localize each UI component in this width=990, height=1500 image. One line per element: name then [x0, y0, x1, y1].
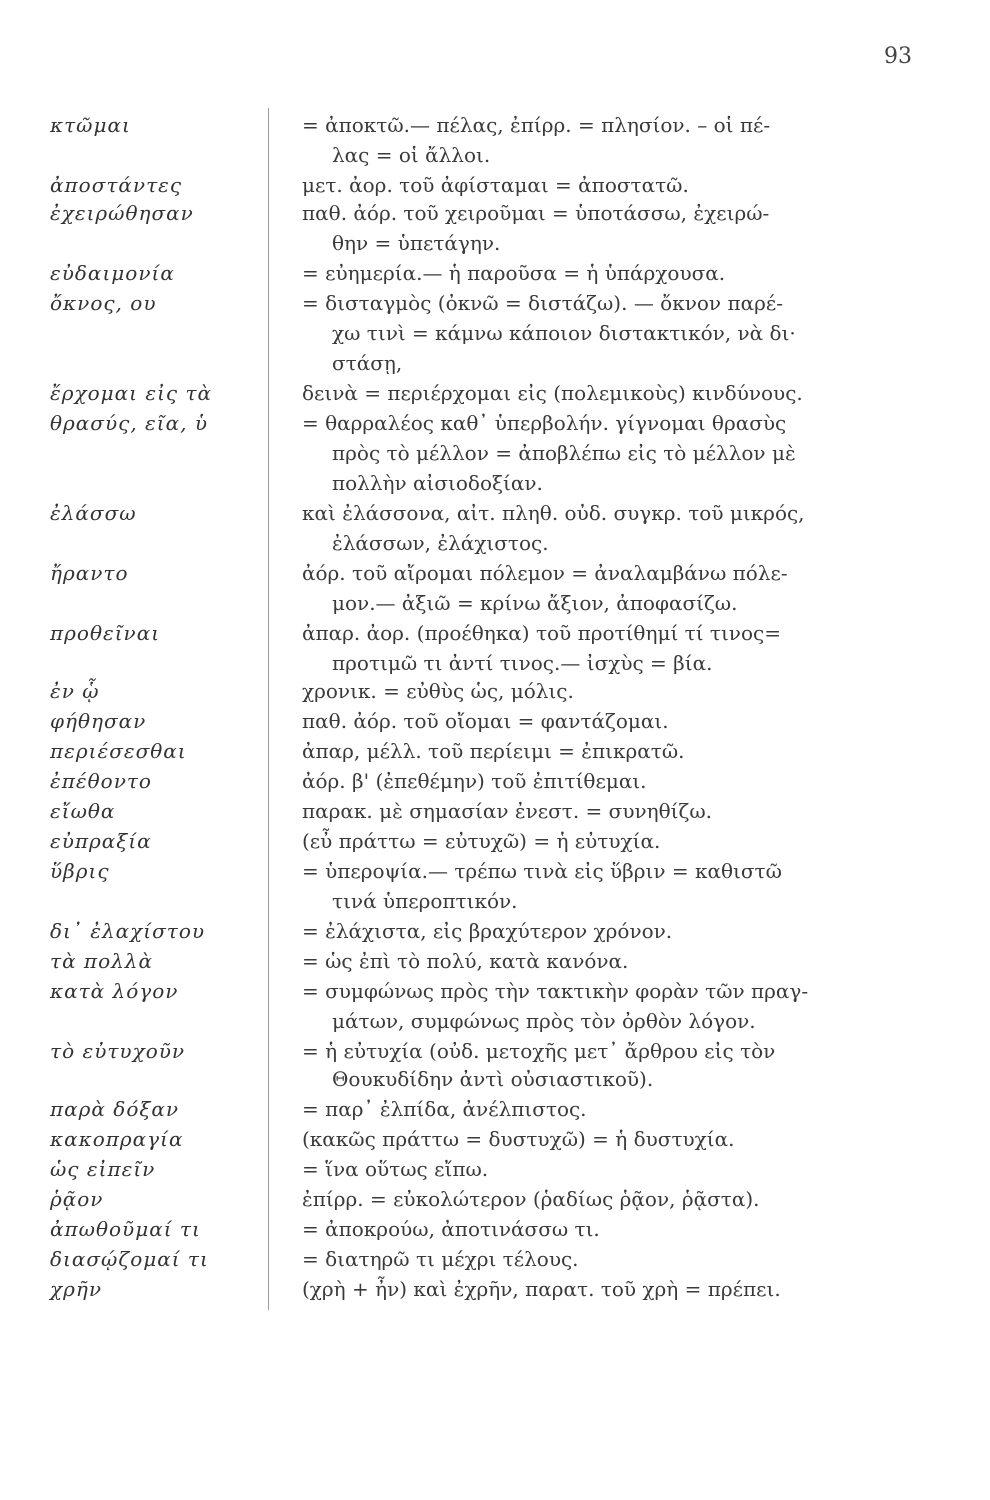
- gloss-line: τινά ὑπεροπτικόν.: [332, 889, 518, 913]
- lemma: ἐπέθοντο: [50, 769, 152, 793]
- gloss-line: πρὸς τὸ μέλλον = ἀποβλέπω εἰς τὸ μέλλον μὲ: [332, 441, 796, 465]
- lemma: ἀποστάντες: [50, 173, 183, 197]
- lemma: ἔρχομαι εἰς τὰ: [50, 381, 213, 405]
- gloss-line: = θαρραλέος καθ᾽ ὑπερβολήν. γίγνομαι θρασὺς: [302, 411, 787, 435]
- gloss-line: πολλὴν αἰσιοδοξίαν.: [332, 471, 543, 495]
- lemma: ὕβρις: [50, 859, 110, 883]
- lemma: παρὰ δόξαν: [50, 1097, 180, 1121]
- lemma: εἴωθα: [50, 799, 116, 823]
- lemma: χρῆν: [50, 1277, 103, 1301]
- gloss-line: = ὑπεροψία.— τρέπω τινὰ εἰς ὕβριν = καθιστῶ: [302, 859, 782, 883]
- gloss-line: = ἀποκρούω, ἀποτινάσσω τι.: [302, 1217, 600, 1241]
- gloss-line: (κακῶς πράττω = δυστυχῶ) = ἡ δυστυχία.: [302, 1127, 735, 1151]
- gloss-line: προτιμῶ τι ἀντί τινος.— ἰσχὺς = βία.: [332, 651, 713, 675]
- lemma: φήθησαν: [50, 709, 147, 733]
- gloss-line: λας = οἱ ἄλλοι.: [332, 143, 491, 167]
- gloss-line: = συμφώνως πρὸς τὴν τακτικὴν φορὰν τῶν πραγ-: [302, 979, 809, 1003]
- gloss-line: ἀπαρ, μέλλ. τοῦ περίειμι = ἐπικρατῶ.: [302, 739, 685, 763]
- gloss-line: (χρὴ + ἦν) καὶ ἐχρῆν, παρατ. τοῦ χρὴ = πρέπει.: [302, 1277, 781, 1301]
- lemma: δι᾽ ἐλαχίστου: [50, 919, 206, 943]
- lemma: κακοπραγία: [50, 1127, 184, 1151]
- lemma: ἐν ᾧ: [50, 679, 100, 703]
- gloss-line: = ὡς ἐπὶ τὸ πολύ, κατὰ κανόνα.: [302, 949, 629, 973]
- lemma: διασῴζομαί τι: [50, 1247, 209, 1271]
- lemma: τὰ πολλὰ: [50, 949, 153, 973]
- gloss-line: μον.— ἀξιῶ = κρίνω ἄξιον, ἀποφασίζω.: [332, 591, 738, 615]
- lemma: ἤραντο: [50, 561, 129, 585]
- gloss-line: θην = ὑπετάγην.: [332, 231, 501, 255]
- gloss-line: μετ. ἀορ. τοῦ ἀφίσταμαι = ἀποστατῶ.: [302, 173, 689, 197]
- lemma: ἐχειρώθησαν: [50, 201, 194, 225]
- gloss-line: δεινὰ = περιέρχομαι εἰς (πολεμικοὺς) κινδύνους.: [302, 381, 803, 405]
- lemma: κτῶμαι: [50, 113, 131, 137]
- gloss-line: ἀπαρ. ἀορ. (προέθηκα) τοῦ προτίθημί τί τινος=: [302, 621, 781, 645]
- gloss-line: = ἵνα οὕτως εἴπω.: [302, 1157, 489, 1181]
- lemma: θρασύς, εῖα, ὑ: [50, 411, 208, 435]
- gloss-line: ἐπίρρ. = εὐκολώτερον (ῥαδίως ῥᾷον, ῥᾷστα).: [302, 1187, 760, 1211]
- gloss-line: ἀόρ. τοῦ αἴρομαι πόλεμον = ἀναλαμβάνω πόλε-: [302, 561, 788, 585]
- gloss-line: ἀόρ. β' (ἐπεθέμην) τοῦ ἐπιτίθεμαι.: [302, 769, 647, 793]
- lemma: τὸ εὐτυχοῦν: [50, 1039, 186, 1063]
- gloss-line: παρακ. μὲ σημασίαν ἐνεστ. = συνηθίζω.: [302, 799, 713, 823]
- gloss-line: μάτων, συμφώνως πρὸς τὸν ὀρθὸν λόγον.: [332, 1009, 756, 1033]
- gloss-line: χρονικ. = εὐθὺς ὡς, μόλις.: [302, 679, 574, 703]
- gloss-line: = παρ᾽ ἐλπίδα, ἀνέλπιστος.: [302, 1097, 587, 1121]
- gloss-line: = ἐλάχιστα, εἰς βραχύτερον χρόνον.: [302, 919, 673, 943]
- gloss-line: (εὖ πράττω = εὐτυχῶ) = ἡ εὐτυχία.: [302, 829, 661, 853]
- lemma: κατὰ λόγον: [50, 979, 179, 1003]
- gloss-line: παθ. ἀόρ. τοῦ οἴομαι = φαντάζομαι.: [302, 709, 669, 733]
- lemma: εὐπραξία: [50, 829, 152, 853]
- lemma: περιέσεσθαι: [50, 739, 187, 763]
- gloss-line: παθ. ἀόρ. τοῦ χειροῦμαι = ὑποτάσσω, ἐχειρώ-: [302, 201, 770, 225]
- lemma: εὐδαιμονία: [50, 261, 175, 285]
- gloss-line: καὶ ἐλάσσονα, αἰτ. πληθ. οὐδ. συγκρ. τοῦ μικρός,: [302, 501, 805, 525]
- gloss-line: = εὐημερία.— ἡ παροῦσα = ἡ ὑπάρχουσα.: [302, 261, 726, 285]
- lemma: ἀπωθοῦμαί τι: [50, 1217, 201, 1241]
- gloss-line: Θουκυδίδην ἀντὶ οὐσιαστικοῦ).: [332, 1067, 654, 1091]
- gloss-line: ἐλάσσων, ἐλάχιστος.: [332, 531, 549, 555]
- gloss-line: στάσῃ,: [332, 351, 403, 375]
- lemma: ὡς εἰπεῖν: [50, 1157, 156, 1181]
- lemma: προθεῖναι: [50, 621, 161, 645]
- column-divider: [268, 108, 269, 1310]
- gloss-line: = διατηρῶ τι μέχρι τέλους.: [302, 1247, 579, 1271]
- lemma: ῥᾷον: [50, 1187, 104, 1211]
- page-number: 93: [884, 44, 912, 69]
- gloss-line: χω τινὶ = κάμνω κάποιον διστακτικόν, νὰ δι·: [332, 321, 796, 345]
- gloss-line: = ἀποκτῶ.— πέλας, ἐπίρρ. = πλησίον. – οἱ πέ-: [302, 113, 771, 137]
- lemma: ὄκνος, ου: [50, 291, 157, 315]
- gloss-line: = δισταγμὸς (ὀκνῶ = διστάζω). — ὄκνον παρέ-: [302, 291, 783, 315]
- gloss-line: = ἡ εὐτυχία (οὐδ. μετοχῆς μετ᾽ ἄρθρου εἰς τὸν: [302, 1039, 776, 1063]
- lemma: ἐλάσσω: [50, 501, 137, 525]
